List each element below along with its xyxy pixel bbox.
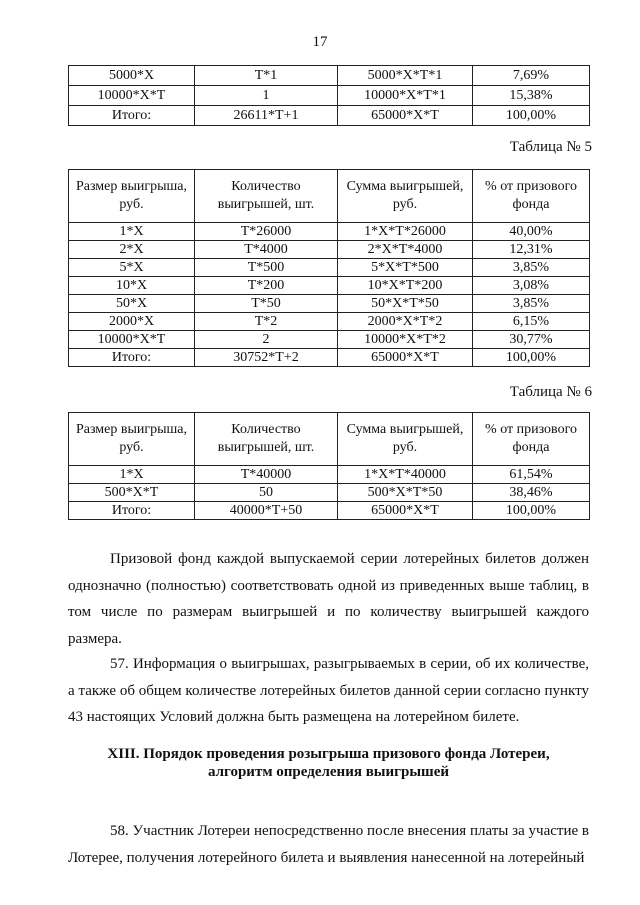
cell-prize-count: 50 <box>195 484 338 502</box>
cell-prize-sum: 1*X*T*26000 <box>338 223 473 241</box>
table-row <box>69 259 590 277</box>
cell-prize-size: Итого: <box>69 502 195 520</box>
cell-fund-percent: 100,00% <box>473 502 590 520</box>
cell-fund-percent: 15,38% <box>473 86 590 106</box>
cell-prize-size: 1*X <box>69 223 195 241</box>
cell-prize-count: 1 <box>195 86 338 106</box>
header-prize-count: Количество выигрышей, шт. <box>195 413 338 466</box>
cell-prize-sum: 5*X*T*500 <box>338 259 473 277</box>
cell-prize-sum: 10*X*T*200 <box>338 277 473 295</box>
section-heading-line-1: XIII. Порядок проведения розыгрыша призового фонда Лотереи, <box>107 746 550 762</box>
cell-fund-percent: 100,00% <box>473 349 590 367</box>
cell-fund-percent: 3,85% <box>473 295 590 313</box>
cell-fund-percent: 100,00% <box>473 106 590 126</box>
prize-table-5 <box>68 169 590 367</box>
cell-prize-size: 10000*X*T <box>69 331 195 349</box>
cell-prize-sum: 500*X*T*50 <box>338 484 473 502</box>
table-row <box>69 349 590 367</box>
cell-prize-sum: 10000*X*T*1 <box>338 86 473 106</box>
cell-prize-size: 500*X*T <box>69 484 195 502</box>
cell-prize-sum: 65000*X*T <box>338 502 473 520</box>
header-prize-sum: Сумма выигрышей, руб. <box>338 170 473 223</box>
cell-prize-sum: 5000*X*T*1 <box>338 66 473 86</box>
cell-prize-count: T*26000 <box>195 223 338 241</box>
paragraph-prize-fund <box>68 546 589 652</box>
header-fund-percent: % от призового фонда <box>473 170 590 223</box>
cell-fund-percent: 3,08% <box>473 277 590 295</box>
cell-prize-count: T*40000 <box>195 466 338 484</box>
cell-prize-count: T*2 <box>195 313 338 331</box>
cell-fund-percent: 40,00% <box>473 223 590 241</box>
cell-prize-size: 10*X <box>69 277 195 295</box>
cell-prize-size: Итого: <box>69 106 195 126</box>
prize-table-6 <box>68 412 590 520</box>
cell-fund-percent: 3,85% <box>473 259 590 277</box>
cell-prize-count: T*200 <box>195 277 338 295</box>
cell-prize-size: 10000*X*T <box>69 86 195 106</box>
cell-fund-percent: 38,46% <box>473 484 590 502</box>
header-prize-size: Размер выигрыша, руб. <box>69 413 195 466</box>
cell-prize-size: Итого: <box>69 349 195 367</box>
cell-prize-sum: 2000*X*T*2 <box>338 313 473 331</box>
cell-prize-size: 50*X <box>69 295 195 313</box>
table-row <box>69 223 590 241</box>
cell-prize-size: 2*X <box>69 241 195 259</box>
prize-table-4-continuation <box>68 65 590 126</box>
cell-prize-count: 26611*T+1 <box>195 106 338 126</box>
cell-fund-percent: 12,31% <box>473 241 590 259</box>
cell-prize-count: 2 <box>195 331 338 349</box>
table-row <box>69 106 590 126</box>
paragraph-58 <box>68 818 589 871</box>
header-prize-size: Размер выигрыша, руб. <box>69 170 195 223</box>
cell-prize-count: T*500 <box>195 259 338 277</box>
paragraph-text: 57. Информация о выигрышах, разыгрываемых в серии, об их количестве, а также об общем количестве лотерейных билетов данной серии согласно пункту 43 настоящих Условий должна быть размещена на лотерейном билете. <box>68 656 589 725</box>
cell-prize-count: T*4000 <box>195 241 338 259</box>
cell-fund-percent: 61,54% <box>473 466 590 484</box>
header-fund-percent: % от призового фонда <box>473 413 590 466</box>
paragraph-text: Призовой фонд каждой выпускаемой серии лотерейных билетов должен однозначно (полностью) соответствовать одной из приведенных выше таблиц, в том числе по размерам выигрышей и по количеству выигрышей каждого размера. <box>68 551 589 647</box>
cell-prize-count: T*1 <box>195 66 338 86</box>
section-heading <box>68 745 589 781</box>
cell-prize-sum: 1*X*T*40000 <box>338 466 473 484</box>
cell-prize-sum: 10000*X*T*2 <box>338 331 473 349</box>
cell-prize-size: 5000*X <box>69 66 195 86</box>
page-number: 17 <box>312 34 328 50</box>
cell-prize-size: 2000*X <box>69 313 195 331</box>
cell-fund-percent: 6,15% <box>473 313 590 331</box>
table-5-caption: Таблица № 5 <box>509 139 592 155</box>
table-row <box>69 277 590 295</box>
table-row <box>69 86 590 106</box>
cell-prize-count: 40000*T+50 <box>195 502 338 520</box>
table-row <box>69 484 590 502</box>
cell-prize-sum: 65000*X*T <box>338 106 473 126</box>
header-prize-sum: Сумма выигрышей, руб. <box>338 413 473 466</box>
table-row <box>69 313 590 331</box>
table-row <box>69 66 590 86</box>
table-row <box>69 295 590 313</box>
cell-fund-percent: 30,77% <box>473 331 590 349</box>
paragraph-57 <box>68 651 589 731</box>
cell-fund-percent: 7,69% <box>473 66 590 86</box>
section-heading-line-2: алгоритм определения выигрышей <box>207 764 449 780</box>
table-row <box>69 502 590 520</box>
table-6-caption: Таблица № 6 <box>509 384 592 400</box>
cell-prize-size: 1*X <box>69 466 195 484</box>
cell-prize-size: 5*X <box>69 259 195 277</box>
table-row <box>69 241 590 259</box>
cell-prize-sum: 2*X*T*4000 <box>338 241 473 259</box>
paragraph-text: 58. Участник Лотереи непосредственно после внесения платы за участие в Лотерее, получения лотерейного билета и выявления нанесенной на лотерейный <box>68 823 589 866</box>
cell-prize-count: T*50 <box>195 295 338 313</box>
table-row <box>69 331 590 349</box>
table-row <box>69 466 590 484</box>
table-header-row <box>69 413 590 466</box>
cell-prize-sum: 65000*X*T <box>338 349 473 367</box>
cell-prize-sum: 50*X*T*50 <box>338 295 473 313</box>
cell-prize-count: 30752*T+2 <box>195 349 338 367</box>
table-header-row <box>69 170 590 223</box>
header-prize-count: Количество выигрышей, шт. <box>195 170 338 223</box>
